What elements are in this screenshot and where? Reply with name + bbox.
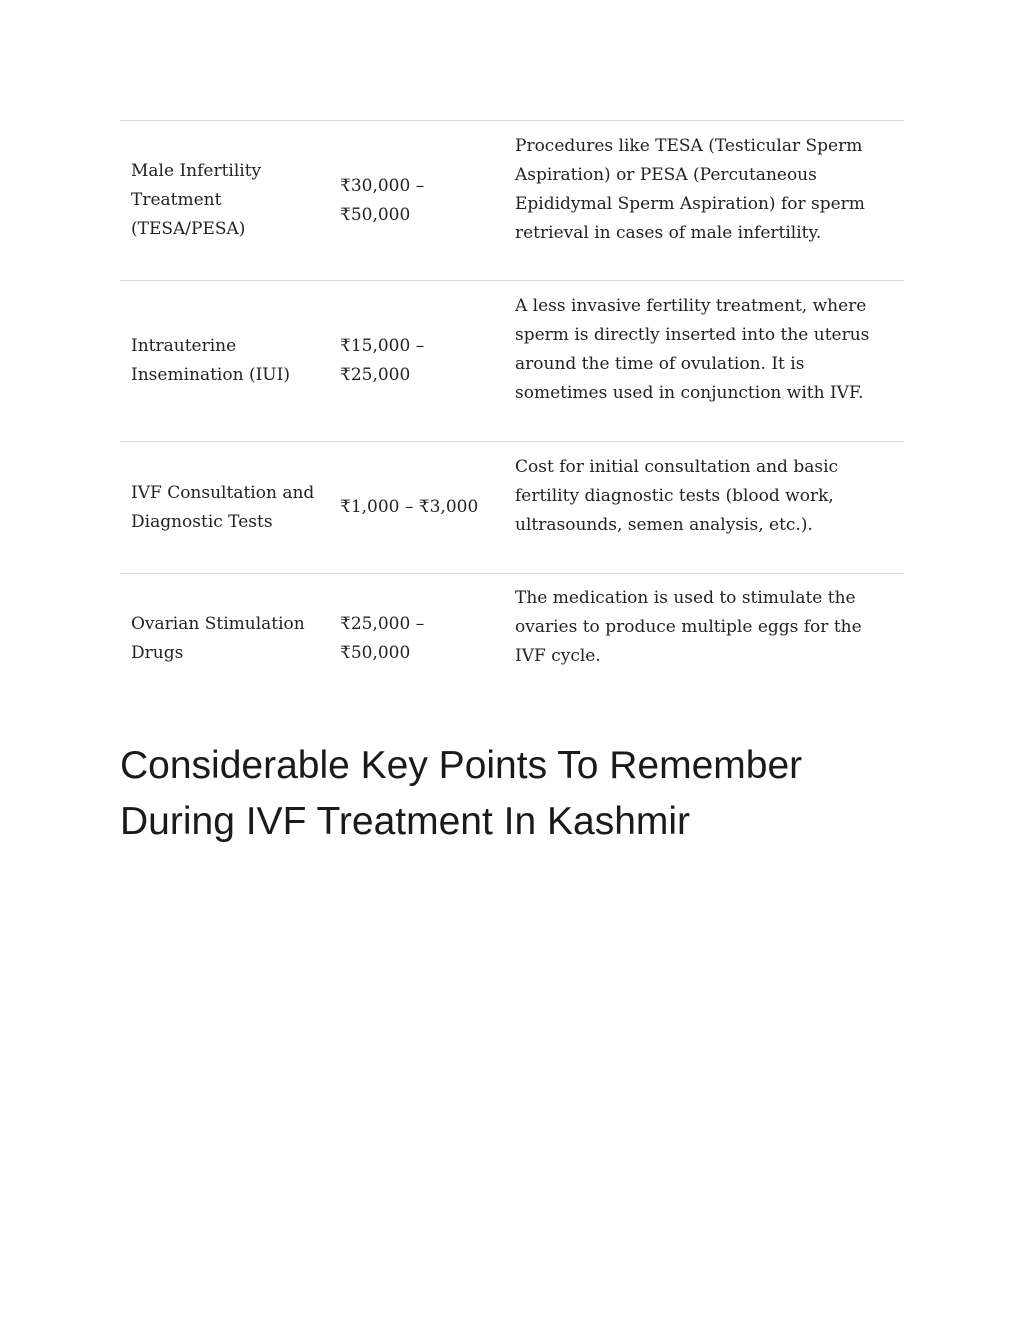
cost-cell [340, 442, 505, 574]
treatment-cell [120, 574, 340, 704]
treatment-description: A less invasive fertility treatment, where sperm is directly inserted into the uterus around the time of ovulation. It is sometimes used in conjunction with IVF. [515, 296, 870, 403]
ivf-cost-table [120, 120, 904, 704]
cost-range: ₹1,000 – ₹3,000 [340, 497, 479, 517]
treatment-name: Intrauterine Insemination (IUI) [131, 336, 290, 385]
cost-range: ₹30,000 – ₹50,000 [340, 175, 425, 225]
table-row [120, 281, 904, 442]
treatment-name: IVF Consultation and Diagnostic Tests [131, 482, 315, 532]
cost-cell [340, 281, 505, 442]
treatment-cell [120, 121, 340, 281]
treatment-description: The medication is used to stimulate the ovaries to produce multiple eggs for the IVF cycle. [515, 588, 862, 667]
description-cell [505, 574, 904, 704]
treatment-cell [120, 442, 340, 574]
cost-range: ₹15,000 – ₹25,000 [340, 336, 425, 385]
description-cell [505, 281, 904, 442]
table-row [120, 121, 904, 281]
treatment-name: Male Infertility Treatment (TESA/PESA) [131, 161, 262, 239]
table-row [120, 442, 904, 574]
description-cell [505, 442, 904, 574]
cost-cell [340, 574, 505, 704]
treatment-description: Procedures like TESA (Testicular Sperm Aspiration) or PESA (Percutaneous Epididymal Sperm Aspiration) for sperm retrieval in cases of male infertility. [515, 135, 865, 243]
treatment-description: Cost for initial consultation and basic fertility diagnostic tests (blood work, ultrasounds, semen analysis, etc.). [515, 457, 839, 535]
description-cell [505, 121, 904, 281]
cost-cell [340, 121, 505, 281]
table-row [120, 574, 904, 704]
treatment-cell [120, 281, 340, 442]
treatment-name: Ovarian Stimulation Drugs [131, 613, 305, 663]
section-heading: Considerable Key Points To Remember During IVF Treatment In Kashmir [120, 744, 803, 843]
cost-range: ₹25,000 – ₹50,000 [340, 613, 425, 663]
